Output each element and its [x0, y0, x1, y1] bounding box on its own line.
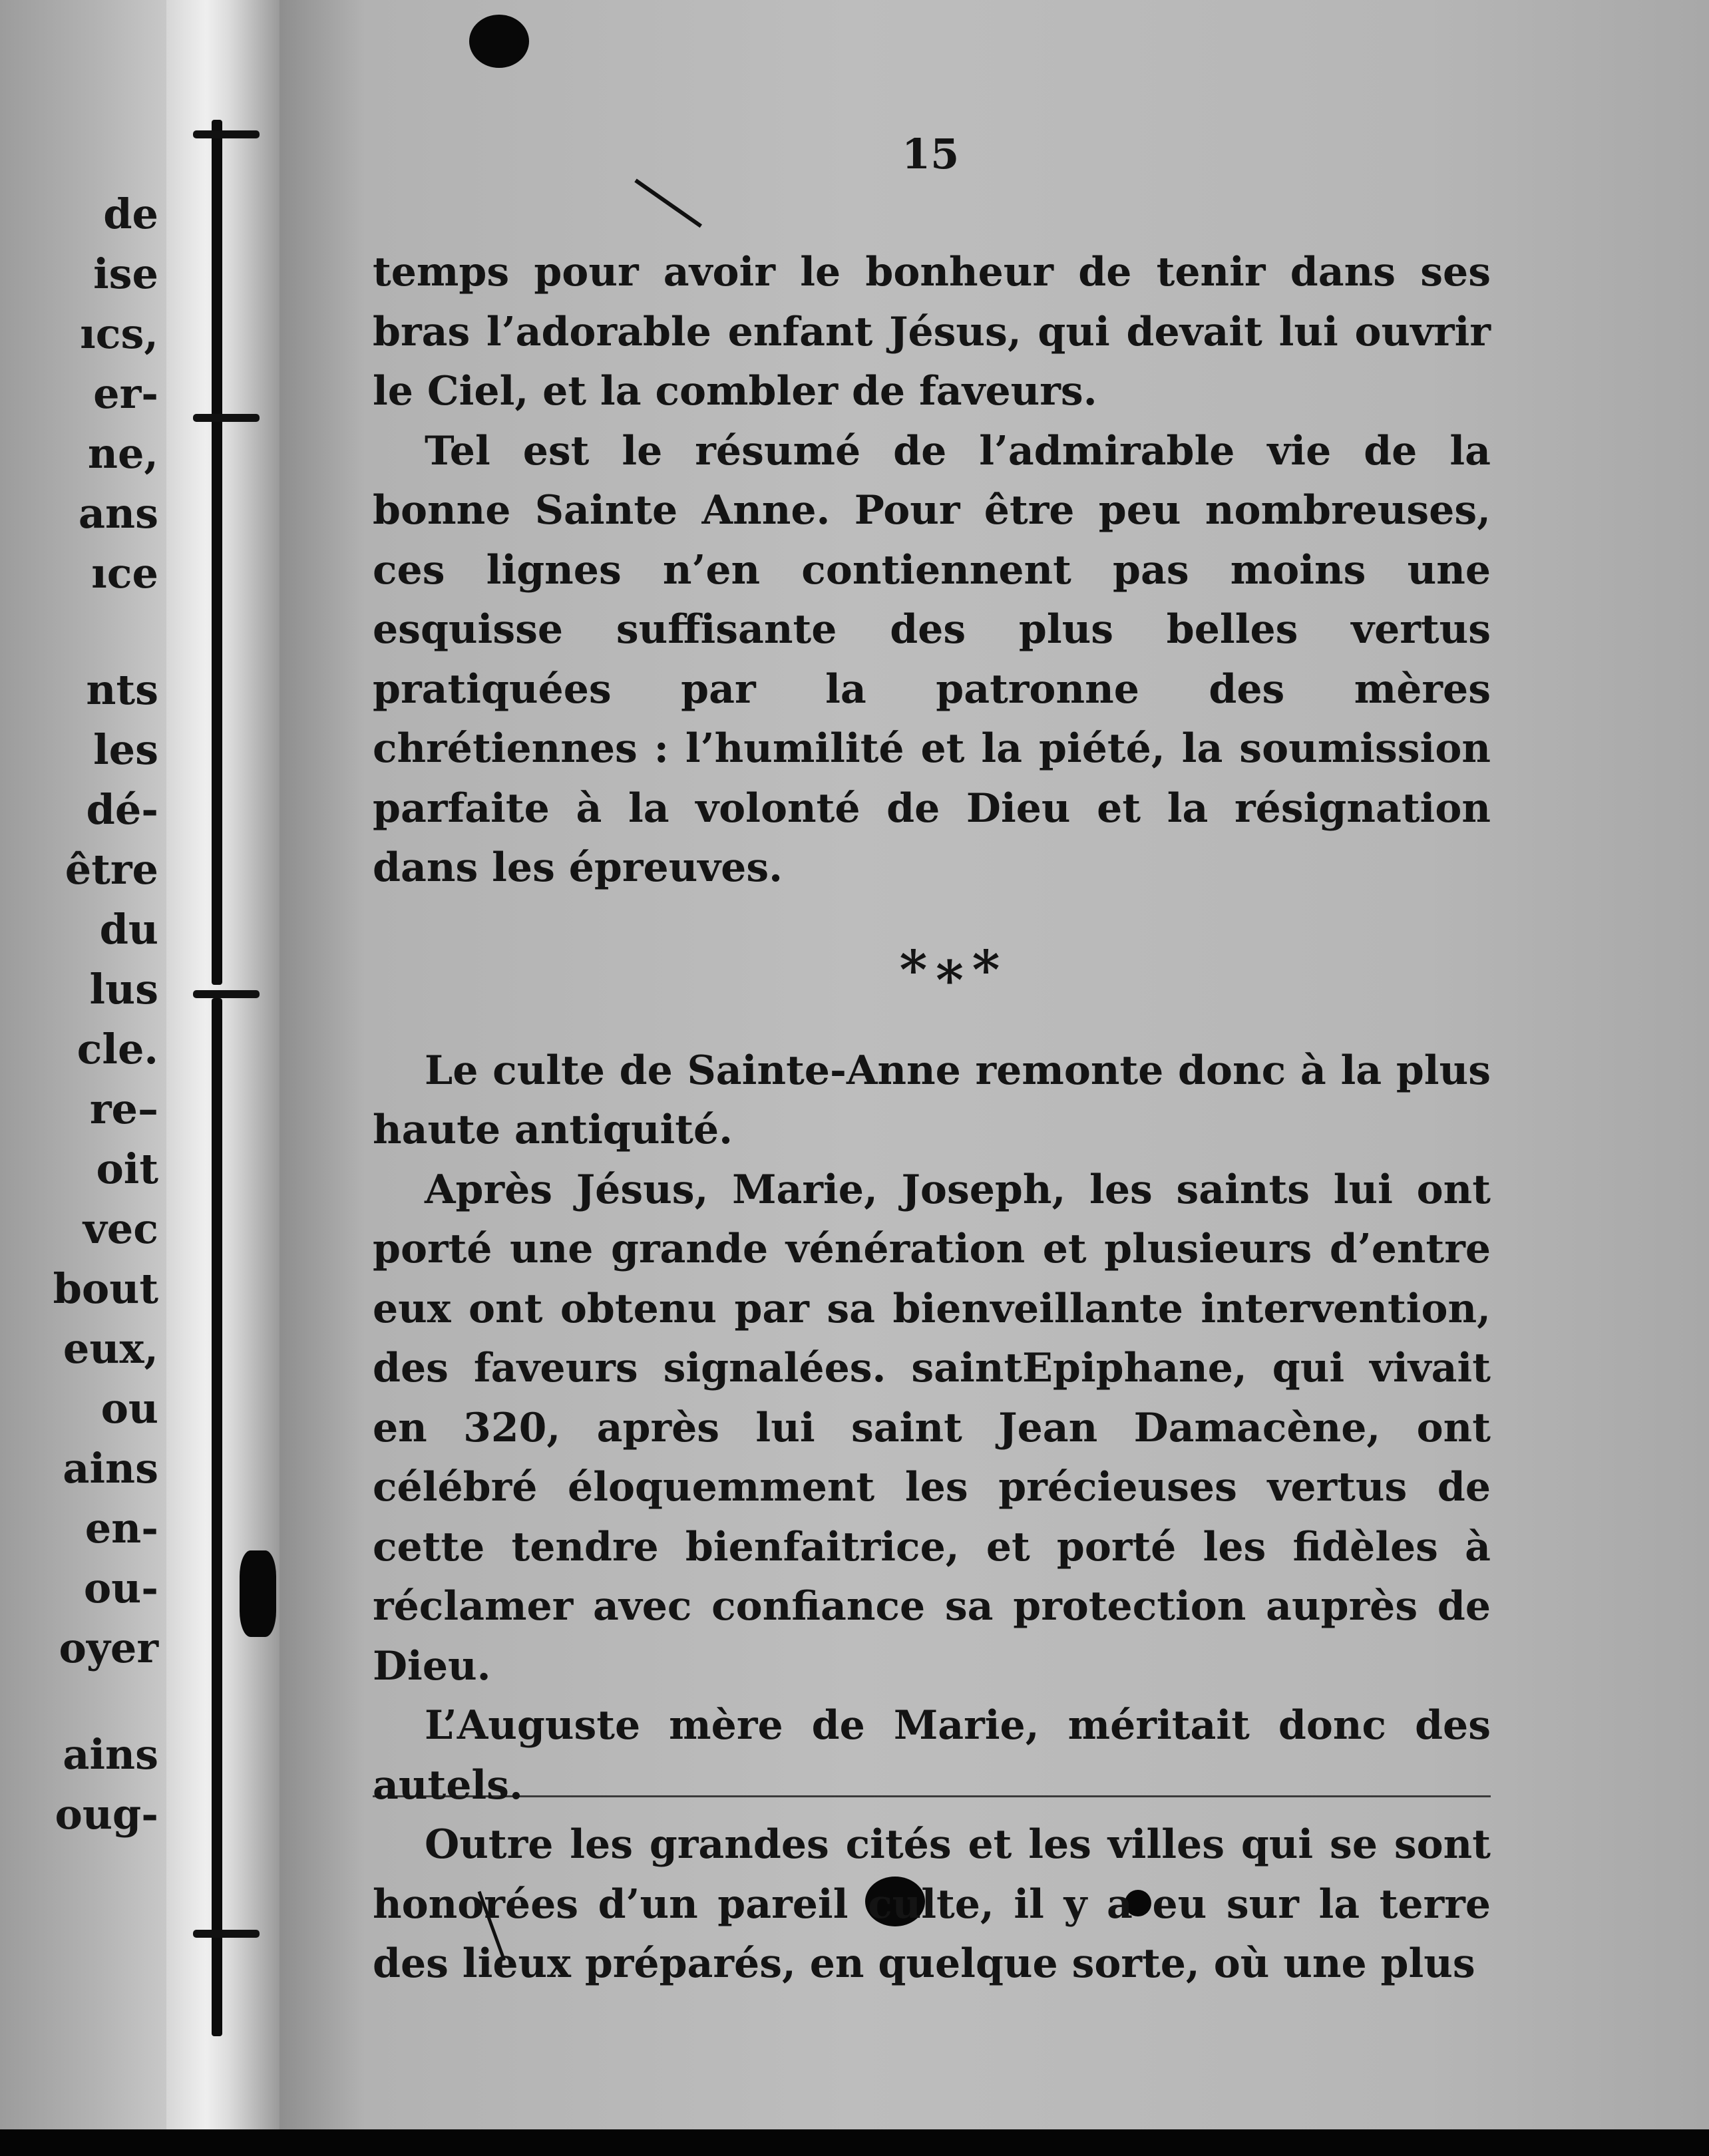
left-page-line-fragment: lus	[89, 965, 158, 1013]
binding-thread	[212, 998, 222, 2036]
left-page-line-fragment: du	[99, 905, 158, 954]
left-page-line-fragment: ans	[78, 489, 158, 538]
left-page-line-fragment: eux,	[63, 1324, 158, 1373]
scan-border	[0, 2129, 1709, 2156]
ink-blot	[469, 15, 529, 68]
left-page-line-fragment: vec	[83, 1204, 158, 1253]
paragraph: temps pour avoir le bonheur de tenir dans ses bras l’adorable enfant Jésus, qui devait lui ouvrir le Ciel, et la combler de faveurs.	[373, 249, 1491, 415]
left-page-line-fragment: ise	[93, 250, 158, 298]
left-page-line-fragment: dé-	[86, 785, 158, 834]
left-page-line-fragment: ıce	[91, 549, 158, 598]
left-page-line-fragment: cle.	[77, 1025, 158, 1073]
binding-stitch	[193, 1930, 260, 1938]
ink-blot	[240, 1550, 276, 1637]
left-page-line-fragment: oit	[96, 1145, 158, 1193]
page-text	[373, 243, 1491, 1994]
binding-stitch	[193, 990, 260, 998]
book-gutter	[166, 0, 280, 2129]
left-page-line-fragment: oyer	[59, 1624, 158, 1672]
paragraph: Le culte de Sainte-Anne remonte donc à la plus haute antiquité.	[373, 1047, 1491, 1153]
left-page-line-fragment: ains	[63, 1730, 158, 1779]
binding-thread	[212, 120, 222, 985]
paragraph: Tel est le résumé de l’admirable vie de la bonne Sainte Anne. Pour être peu nombreuses, ces lignes n’en contiennent pas moins une esquisse suffisante des plus belles vertus pratiquées par la patronne des mères chrétiennes : l’humilité et la piété, la soumission parfaite à la volonté de Dieu et la résignation dans les épreuves.	[373, 427, 1491, 891]
section-separator: *∗*	[899, 938, 1004, 1001]
left-page-line-fragment: er-	[93, 369, 158, 418]
paragraph: Outre les grandes cités et les villes qui se sont honorées d’un pareil culte, il y a eu sur la terre des lieux préparés, en quelque sorte, où une plus	[373, 1821, 1491, 1987]
page-number: 15	[902, 130, 960, 178]
left-page-line-fragment: re–	[89, 1085, 158, 1133]
left-page-line-fragment: les	[93, 725, 158, 774]
binding-stitch	[193, 414, 260, 422]
left-page-line-fragment: ains	[63, 1444, 158, 1493]
left-page-line-fragment: en-	[85, 1504, 158, 1552]
binding-stitch	[193, 130, 260, 138]
left-page-line-fragment: de	[103, 190, 158, 238]
left-page-line-fragment: ıcs,	[80, 309, 158, 358]
left-page-line-fragment: être	[65, 845, 158, 894]
left-facing-page	[0, 0, 166, 2129]
paragraph: L’Auguste mère de Marie, méritait donc des autels.	[373, 1702, 1491, 1809]
paragraph: Après Jésus, Marie, Joseph, les saints lui ont porté une grande vénération et plusieurs d’entre eux ont obtenu par sa bienveillante intervention, des faveurs signalées. saintEpiphane, qui vivait en 320, après lui saint Jean Damacène, ont célébré éloquemment les précieuses vertus de cette tendre bienfaitrice, et porté les fidèles à réclamer avec confiance sa protection auprès de Dieu.	[373, 1166, 1491, 1690]
left-page-line-fragment: ou-	[83, 1564, 158, 1612]
left-page-line-fragment: nts	[86, 665, 158, 714]
left-page-line-fragment: bout	[53, 1264, 158, 1313]
left-page-line-fragment: ne,	[87, 429, 158, 478]
left-page-line-fragment: oug-	[55, 1790, 158, 1839]
left-page-line-fragment: ou	[100, 1384, 158, 1433]
